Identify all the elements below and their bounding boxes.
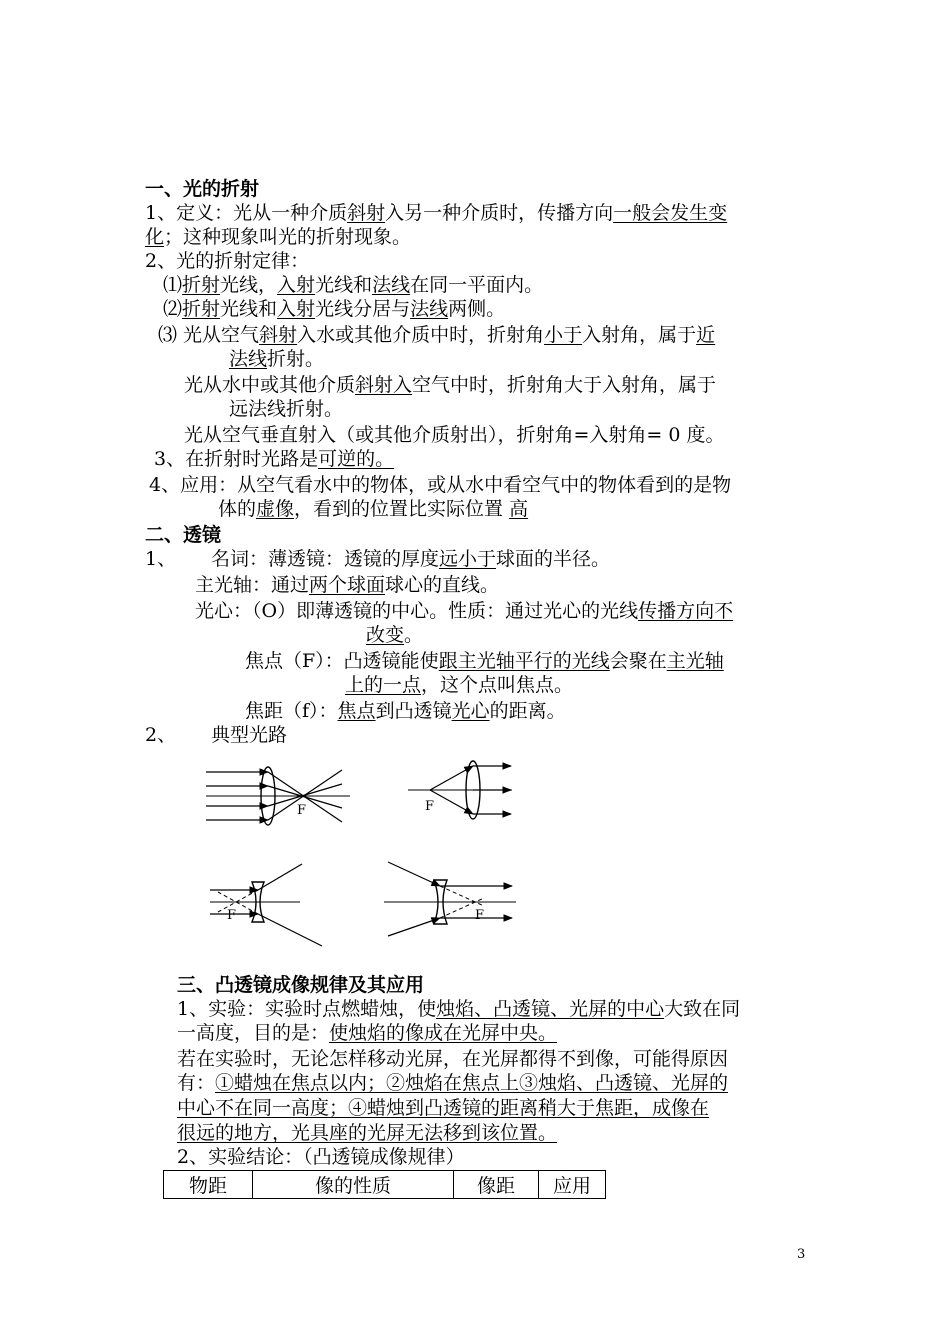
- term-optical-center-line-1: 光心：（O）即薄透镜的中心。性质：通过光心的光线传播方向不: [195, 600, 734, 622]
- term-optical-center-line-2: 改变。: [366, 624, 424, 646]
- experiment-line-5: 中心不在同一高度；④蜡烛到凸透镜的距离稍大于焦距，成像在: [177, 1097, 710, 1119]
- convex-collimating-diagram: [408, 761, 512, 819]
- focus-label-4: F: [475, 908, 485, 923]
- convex-converging-diagram: [206, 767, 350, 825]
- concave-diverging-diagram: [210, 864, 322, 946]
- term-main-axis: 主光轴：通过两个球面球心的直线。: [195, 574, 500, 596]
- point-4-line-2: 体的虚像，看到的位置比实际位置 高: [218, 498, 529, 520]
- experiment-line-2: 一高度，目的是：使烛焰的像成在光屏中央。: [177, 1022, 558, 1044]
- conclusion-title: 2、实验结论：（凸透镜成像规律）: [177, 1146, 465, 1168]
- experiment-line-3: 若在实验时，无论怎样移动光屏，在光屏都得不到像，可能得原因: [177, 1048, 729, 1070]
- imaging-rules-table: [163, 1170, 606, 1199]
- term-number-1: 1、: [145, 548, 177, 570]
- focus-label-1: F: [297, 803, 307, 818]
- law-item-4-line-1: 光从水中或其他介质斜射入空气中时，折射角大于入射角，属于: [184, 374, 717, 396]
- law-item-1: ⑴折射光线，入射光线和法线在同一平面内。: [163, 274, 544, 296]
- table-header-row: [164, 1171, 606, 1199]
- experiment-line-6: 很远的地方，光具座的光屏无法移到该位置。: [177, 1122, 558, 1144]
- law-item-4-line-2: 远法线折射。: [229, 398, 344, 420]
- typical-light-paths-label: 典型光路: [211, 724, 288, 746]
- definition-line-2: 化；这种现象叫光的折射现象。: [145, 226, 412, 248]
- term-focus-line-2: 上的一点，这个点叫焦点。: [345, 674, 574, 696]
- law-item-3-line-2: 法线折射。: [229, 348, 325, 370]
- page-number: 3: [797, 1247, 806, 1262]
- point-4-line-1: 4、应用：从空气看水中的物体，或从水中看空气中的物体看到的是物: [149, 474, 732, 496]
- term-thin-lens: 名词：薄透镜：透镜的厚度远小于球面的半径。: [211, 548, 611, 570]
- point-3: 3、在折射时光路是可逆的。: [154, 448, 395, 470]
- term-number-2: 2、: [145, 724, 177, 746]
- term-focus-line-1: 焦点（F）：凸透镜能使跟主光轴平行的光线会聚在主光轴: [245, 650, 724, 672]
- term-focal-length: 焦距（f）：焦点到凸透镜光心的距离。: [245, 700, 566, 722]
- table-header-image-distance: 像距: [454, 1171, 539, 1199]
- table-header-image-nature: 像的性质: [253, 1171, 454, 1199]
- definition-line-1: 1、定义：光从一种介质斜射入另一种介质时，传播方向一般会发生变: [145, 202, 728, 224]
- law-item-3-line-1: ⑶ 光从空气斜射入水或其他介质中时，折射角小于入射角，属于近: [158, 324, 716, 346]
- focus-label-3: F: [227, 908, 237, 923]
- experiment-line-1: 1、实验：实验时点燃蜡烛，使烛焰、凸透镜、光屏的中心大致在同: [177, 998, 741, 1020]
- section-3-title: 三、凸透镜成像规律及其应用: [177, 974, 425, 996]
- law-item-5: 光从空气垂直射入（或其他介质射出），折射角=入射角= 0 度。: [184, 424, 725, 446]
- law-title: 2、光的折射定律：: [145, 250, 310, 272]
- law-item-2: ⑵折射光线和入射光线分居与法线两侧。: [163, 298, 506, 320]
- section-1-title: 一、光的折射: [145, 178, 260, 200]
- focus-label-2: F: [425, 799, 435, 814]
- experiment-line-4: 有：①蜡烛在焦点以内；②烛焰在焦点上③烛焰、凸透镜、光屏的: [177, 1072, 729, 1094]
- table-header-application: 应用: [539, 1171, 606, 1199]
- table-header-object-distance: 物距: [164, 1171, 253, 1199]
- section-2-title: 二、透镜: [145, 524, 222, 546]
- concave-collimating-diagram: [384, 862, 516, 936]
